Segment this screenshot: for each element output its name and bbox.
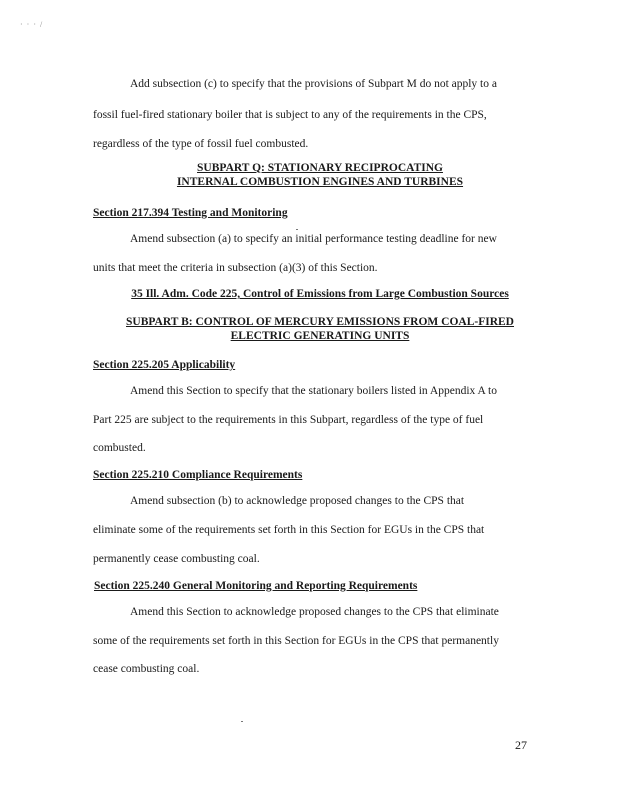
paragraph-line: Amend this Section to specify that the stationary boilers listed in Appendix A to <box>130 385 497 397</box>
paragraph-line: Add subsection (c) to specify that the provisions of Subpart M do not apply to a <box>130 78 497 90</box>
section-225-210-heading: Section 225.210 Compliance Requirements <box>93 469 303 481</box>
section-217-394-heading: Section 217.394 Testing and Monitoring <box>93 207 288 219</box>
paragraph-line: Amend this Section to acknowledge proposed changes to the CPS that eliminate <box>130 606 499 618</box>
paragraph-line: some of the requirements set forth in this Section for EGUs in the CPS that permanently <box>93 635 499 647</box>
paragraph-line: Amend subsection (b) to acknowledge proposed changes to the CPS that <box>130 495 465 507</box>
paragraph-line: eliminate some of the requirements set forth in this Section for EGUs in the CPS that <box>93 524 485 536</box>
paragraph-line: Amend subsection (a) to specify an initial performance testing deadline for new <box>130 233 497 245</box>
scan-corner-mark: · · · / <box>20 20 44 29</box>
subpart-b-heading-line-1: SUBPART B: CONTROL OF MERCURY EMISSIONS FROM COAL-FIRED <box>126 316 514 328</box>
scan-speck <box>296 229 298 230</box>
paragraph-line: cease combusting coal. <box>93 663 200 675</box>
subpart-b-heading-line-2: ELECTRIC GENERATING UNITS <box>230 330 410 342</box>
paragraph-line: combusted. <box>93 442 146 454</box>
paragraph-line: Part 225 are subject to the requirements in this Subpart, regardless of the type of fuel <box>93 414 484 426</box>
subpart-q-heading-line-1: SUBPART Q: STATIONARY RECIPROCATING <box>197 162 443 174</box>
paragraph-line: fossil fuel-fired stationary boiler that is subject to any of the requirements in the CPS, <box>93 109 487 121</box>
scan-speck <box>241 721 243 722</box>
page-number: 27 <box>515 738 527 752</box>
paragraph-line: permanently cease combusting coal. <box>93 553 260 565</box>
paragraph-line: units that meet the criteria in subsection (a)(3) of this Section. <box>93 262 378 274</box>
subpart-q-heading-line-2: INTERNAL COMBUSTION ENGINES AND TURBINES <box>176 176 464 188</box>
part-225-heading: 35 Ill. Adm. Code 225, Control of Emissions from Large Combustion Sources <box>131 288 509 300</box>
section-225-240-heading: Section 225.240 General Monitoring and Reporting Requirements <box>94 580 418 592</box>
section-225-205-heading: Section 225.205 Applicability <box>93 359 236 371</box>
paragraph-line: regardless of the type of fossil fuel combusted. <box>93 138 309 150</box>
